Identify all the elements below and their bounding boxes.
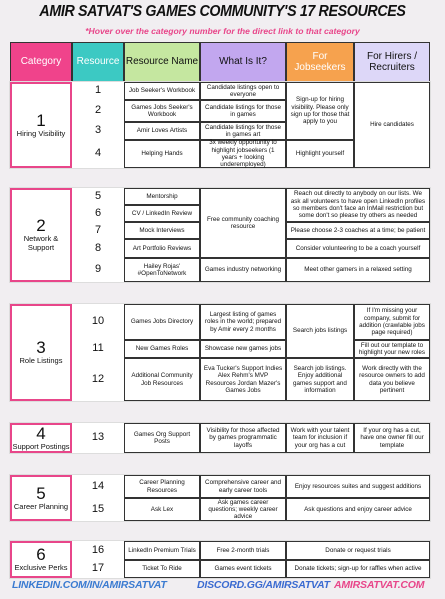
resource-number: 4 — [72, 140, 124, 168]
resource-what: Candidate listings for those in games art — [200, 122, 286, 140]
resource-number: 10 — [72, 304, 124, 340]
hirers-note: If your org has a cut, have one owner fill our template — [354, 423, 430, 453]
resource-name[interactable]: Helping Hands — [124, 140, 200, 168]
category-name: Support Postings — [12, 441, 70, 451]
resource-name[interactable]: Additional Community Job Resources — [124, 358, 200, 401]
resource-name[interactable]: Games Org Support Posts — [124, 423, 200, 453]
header-hirers: For Hirers / Recruiters — [354, 42, 430, 82]
perks-note: Donate or request trials — [286, 541, 430, 560]
resource-what: Candidate listings for those in games — [200, 100, 286, 122]
resource-name[interactable]: New Games Roles — [124, 340, 200, 358]
resource-name[interactable]: Ticket To Ride — [124, 560, 200, 578]
resource-name[interactable]: Games Jobs Directory — [124, 304, 200, 340]
resource-what: Games event tickets — [200, 560, 286, 578]
category-5-link[interactable] — [10, 475, 72, 521]
header-resource-name: Resource Name — [124, 42, 200, 82]
hirers-note: If I'm missing your company, submit for addition (crawlable jobs page required) — [354, 304, 430, 340]
resource-number: 7 — [72, 222, 124, 239]
resource-what: Games industry networking — [200, 258, 286, 282]
resource-number: 1 — [72, 82, 124, 100]
resource-what: Free community coaching resource — [200, 188, 286, 258]
discord-link[interactable]: DISCORD.GG/AMIRSATVAT — [197, 579, 330, 591]
section-role-listings — [10, 304, 430, 401]
section-network-support — [10, 188, 430, 282]
section-career-planning — [10, 475, 430, 521]
resource-number: 3 — [72, 122, 124, 140]
career-note: Enjoy resources suites and suggest additions — [286, 475, 430, 498]
resource-number: 12 — [72, 358, 124, 401]
resource-name[interactable]: Amir Loves Artists — [124, 122, 200, 140]
category-2-link[interactable] — [10, 188, 72, 282]
hirers-note: Hire candidates — [354, 82, 430, 168]
resource-number: 6 — [72, 205, 124, 222]
perks-note: Donate tickets; sign-up for raffles when active — [286, 560, 430, 578]
resource-number: 5 — [72, 188, 124, 205]
network-note: Meet other gamers in a relaxed setting — [286, 258, 430, 282]
resource-number: 8 — [72, 239, 124, 258]
resource-what: Candidate listings open to everyone — [200, 82, 286, 100]
resource-name[interactable]: Career Planning Resources — [124, 475, 200, 498]
section-support-postings — [10, 423, 430, 453]
category-6-link[interactable] — [10, 541, 72, 578]
resource-name[interactable]: Games Jobs Seeker's Workbook — [124, 100, 200, 122]
resource-number: 13 — [72, 423, 124, 453]
resource-what: Comprehensive career and early career tools — [200, 475, 286, 498]
resource-number: 14 — [72, 475, 124, 498]
hirers-note: Work directly with the resource owners to add data you believe pertinent — [354, 358, 430, 401]
network-note: Consider volunteering to be a coach yourself — [286, 239, 430, 258]
category-name: Network & Support — [23, 234, 59, 252]
resource-what: Showcase new games jobs — [200, 340, 286, 358]
category-number: 6 — [36, 545, 46, 564]
category-4-link[interactable] — [10, 423, 72, 453]
category-number: 2 — [36, 216, 46, 235]
section-exclusive-perks — [10, 541, 430, 578]
section-hiring-visibility — [10, 82, 430, 168]
resource-number: 2 — [72, 100, 124, 122]
resource-what: Eva Tucker's Support Indies Alex Rehm's MVP Resources Jordan Mazer's Games Jobs — [200, 358, 286, 401]
category-name: Hiring Visibility — [16, 128, 66, 138]
resource-what: Ask games career questions; weekly career advice — [200, 498, 286, 521]
jobseekers-note: Search jobs listings — [286, 304, 354, 358]
resource-what: Visibility for those affected by games programmatic layoffs — [200, 423, 286, 453]
jobseekers-note: Work with your talent team for inclusion if your org has a cut — [286, 423, 354, 453]
category-name: Exclusive Perks — [14, 563, 68, 572]
header-category: Category — [10, 42, 72, 82]
career-note: Ask questions and enjoy career advice — [286, 498, 430, 521]
category-number: 5 — [36, 483, 46, 503]
category-name: Career Planning — [13, 501, 69, 511]
header-jobseekers: For Jobseekers — [286, 42, 354, 82]
resource-name[interactable]: LinkedIn Premium Trials — [124, 541, 200, 560]
resource-name[interactable]: Mentorship — [124, 188, 200, 205]
resource-number: 17 — [72, 560, 124, 578]
website-link[interactable]: AMIRSATVAT.COM — [334, 579, 425, 591]
resource-name[interactable]: Mock Interviews — [124, 222, 200, 239]
header-what: What Is It? — [200, 42, 286, 82]
resource-what: Free 2-month trials — [200, 541, 286, 560]
header-resource: Resource — [72, 42, 124, 82]
category-number: 1 — [36, 110, 46, 130]
resource-what: 3x weekly opportunity to highlight jobseekers (1 years + looking underemployed) — [200, 140, 286, 168]
page-subtitle: *Hover over the category number for the direct link to that category — [85, 26, 360, 36]
network-note: Please choose 2-3 coaches at a time; be patient — [286, 222, 430, 239]
resource-number: 9 — [72, 258, 124, 282]
category-3-link[interactable] — [10, 304, 72, 401]
resource-name[interactable]: Art Portfolio Reviews — [124, 239, 200, 258]
linkedin-link[interactable]: LINKEDIN.COM/IN/AMIRSATVAT — [12, 579, 167, 591]
page-title: AMIR SATVAT'S GAMES COMMUNITY'S 17 RESOURCES — [39, 3, 406, 20]
jobseekers-note: Search job listings. Enjoy additional games support and information — [286, 358, 354, 401]
hirers-note: Fill out our template to highlight your new roles — [354, 340, 430, 358]
resource-name[interactable]: Hailey Rojas' #OpenToNetwork — [124, 258, 200, 282]
resource-name[interactable]: Ask Lex — [124, 498, 200, 521]
jobseekers-note: Highlight yourself — [286, 140, 354, 168]
resource-what: Largest listing of games roles in the world; prepared by Amir every 2 months — [200, 304, 286, 340]
resource-number: 11 — [72, 340, 124, 358]
resource-number: 15 — [72, 498, 124, 521]
category-name: Role Listings — [19, 356, 63, 365]
category-number: 4 — [36, 423, 46, 443]
network-note: Reach out directly to anybody on our lists. We ask all volunteers to have open LinkedIn profiles so members don't face an InMail restriction but some don't so please try others as needed — [286, 188, 430, 222]
jobseekers-note: Sign-up for hiring visibility. Please only sign up for those that apply to you — [286, 82, 354, 140]
category-number: 3 — [36, 338, 46, 357]
category-1-link[interactable] — [10, 82, 72, 168]
resource-name[interactable]: Job Seeker's Workbook — [124, 82, 200, 100]
resource-number: 16 — [72, 541, 124, 560]
resource-name[interactable]: CV / LinkedIn Review — [124, 205, 200, 222]
